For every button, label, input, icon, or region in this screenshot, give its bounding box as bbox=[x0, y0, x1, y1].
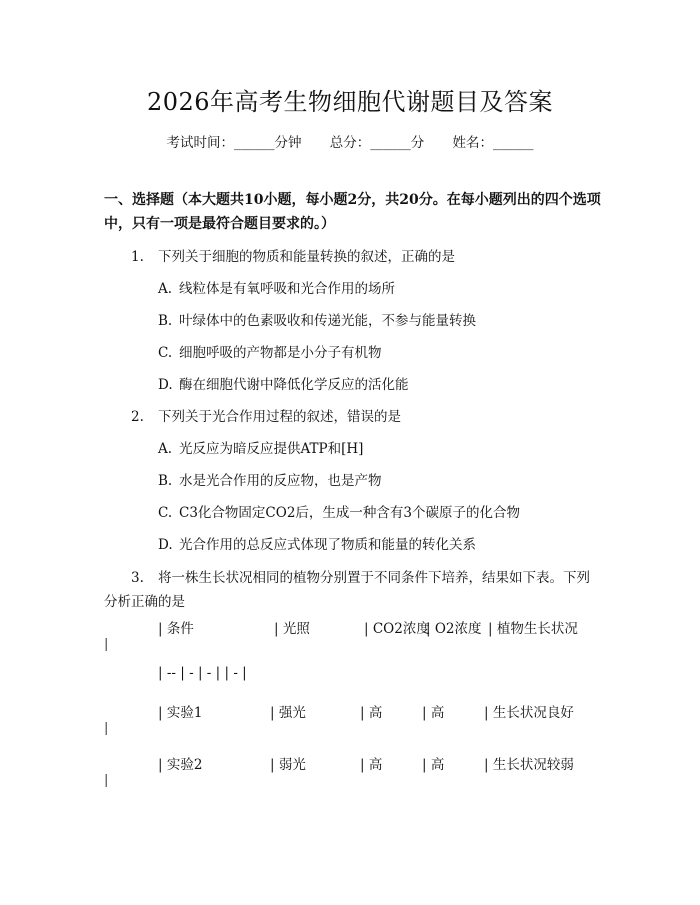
question-number: 1. bbox=[131, 249, 144, 265]
question-number: 2. bbox=[131, 409, 144, 425]
option-text: C3化合物固定CO2后，生成一种含有3个碳原子的化合物 bbox=[179, 505, 520, 521]
table-trailing-pipe: | bbox=[104, 773, 109, 788]
option-text: 水是光合作用的反应物，也是产物 bbox=[179, 473, 382, 489]
option-2c bbox=[158, 501, 520, 521]
section-heading: 一、选择题（本大题共10小题，每小题2分，共20分。在每小题列出的四个选项中，只有一项是最符合题目要求的。） bbox=[104, 192, 601, 232]
option-label: B. bbox=[158, 473, 173, 489]
option-label: C. bbox=[158, 345, 173, 361]
table-header-row bbox=[158, 617, 608, 637]
table-cell: | 高 bbox=[360, 757, 383, 773]
option-1b bbox=[158, 309, 476, 329]
student-name: 姓名：______ bbox=[452, 135, 534, 151]
exam-time: 考试时间：______分钟 bbox=[166, 135, 302, 151]
option-label: A. bbox=[158, 281, 173, 297]
question-3 bbox=[104, 566, 602, 614]
option-2a bbox=[158, 437, 363, 457]
option-1c bbox=[158, 341, 382, 361]
table-header-cell: | 条件 bbox=[158, 621, 194, 637]
question-stem: 下列关于细胞的物质和能量转换的叙述，正确的是 bbox=[158, 249, 455, 265]
option-2b bbox=[158, 469, 382, 489]
option-text: 细胞呼吸的产物都是小分子有机物 bbox=[179, 345, 382, 361]
table-cell: | 强光 bbox=[270, 705, 306, 721]
option-1d bbox=[158, 373, 409, 393]
table-header-cell: | O2浓度 bbox=[426, 621, 482, 637]
option-label: B. bbox=[158, 313, 173, 329]
option-text: 酶在细胞代谢中降低化学反应的活化能 bbox=[179, 377, 409, 393]
table-cell: | 实验2 bbox=[158, 757, 203, 773]
table-header-cell: | CO2浓度 bbox=[364, 621, 430, 637]
table-trailing-pipe: | bbox=[104, 637, 109, 652]
table-trailing-pipe: | bbox=[104, 721, 109, 736]
option-label: D. bbox=[158, 537, 173, 553]
table-cell: | 生长状况较弱 bbox=[484, 757, 574, 773]
page-title: 2026年高考生物细胞代谢题目及答案 bbox=[146, 88, 554, 116]
option-label: D. bbox=[158, 377, 173, 393]
question-2 bbox=[131, 405, 401, 425]
table-separator-row: | -- | - | - | | - | bbox=[158, 665, 247, 681]
total-score: 总分：______分 bbox=[329, 135, 425, 151]
option-text: 光合作用的总反应式体现了物质和能量的转化关系 bbox=[179, 537, 476, 553]
table-row bbox=[158, 701, 608, 721]
option-label: C. bbox=[158, 505, 173, 521]
option-text: 光反应为暗反应提供ATP和[H] bbox=[179, 441, 364, 457]
option-text: 叶绿体中的色素吸收和传递光能，不参与能量转换 bbox=[179, 313, 476, 329]
option-2d bbox=[158, 533, 476, 553]
option-1a bbox=[158, 277, 395, 297]
table-cell: | 弱光 bbox=[270, 757, 306, 773]
table-header-cell: | 光照 bbox=[274, 621, 310, 637]
table-cell: | 高 bbox=[360, 705, 383, 721]
question-stem: 将一株生长状况相同的植物分别置于不同条件下培养，结果如下表。下列分析正确的是 bbox=[104, 570, 590, 610]
question-number: 3. bbox=[131, 570, 144, 586]
option-text: 线粒体是有氧呼吸和光合作用的场所 bbox=[179, 281, 395, 297]
table-row bbox=[158, 753, 608, 773]
table-cell: | 高 bbox=[422, 705, 445, 721]
exam-meta bbox=[0, 131, 700, 151]
question-1 bbox=[131, 245, 455, 265]
table-cell: | 实验1 bbox=[158, 705, 203, 721]
table-cell: | 生长状况良好 bbox=[484, 705, 574, 721]
option-label: A. bbox=[158, 441, 173, 457]
question-stem: 下列关于光合作用过程的叙述，错误的是 bbox=[158, 409, 401, 425]
table-cell: | 高 bbox=[422, 757, 445, 773]
table-header-cell: | 植物生长状况 bbox=[488, 621, 578, 637]
